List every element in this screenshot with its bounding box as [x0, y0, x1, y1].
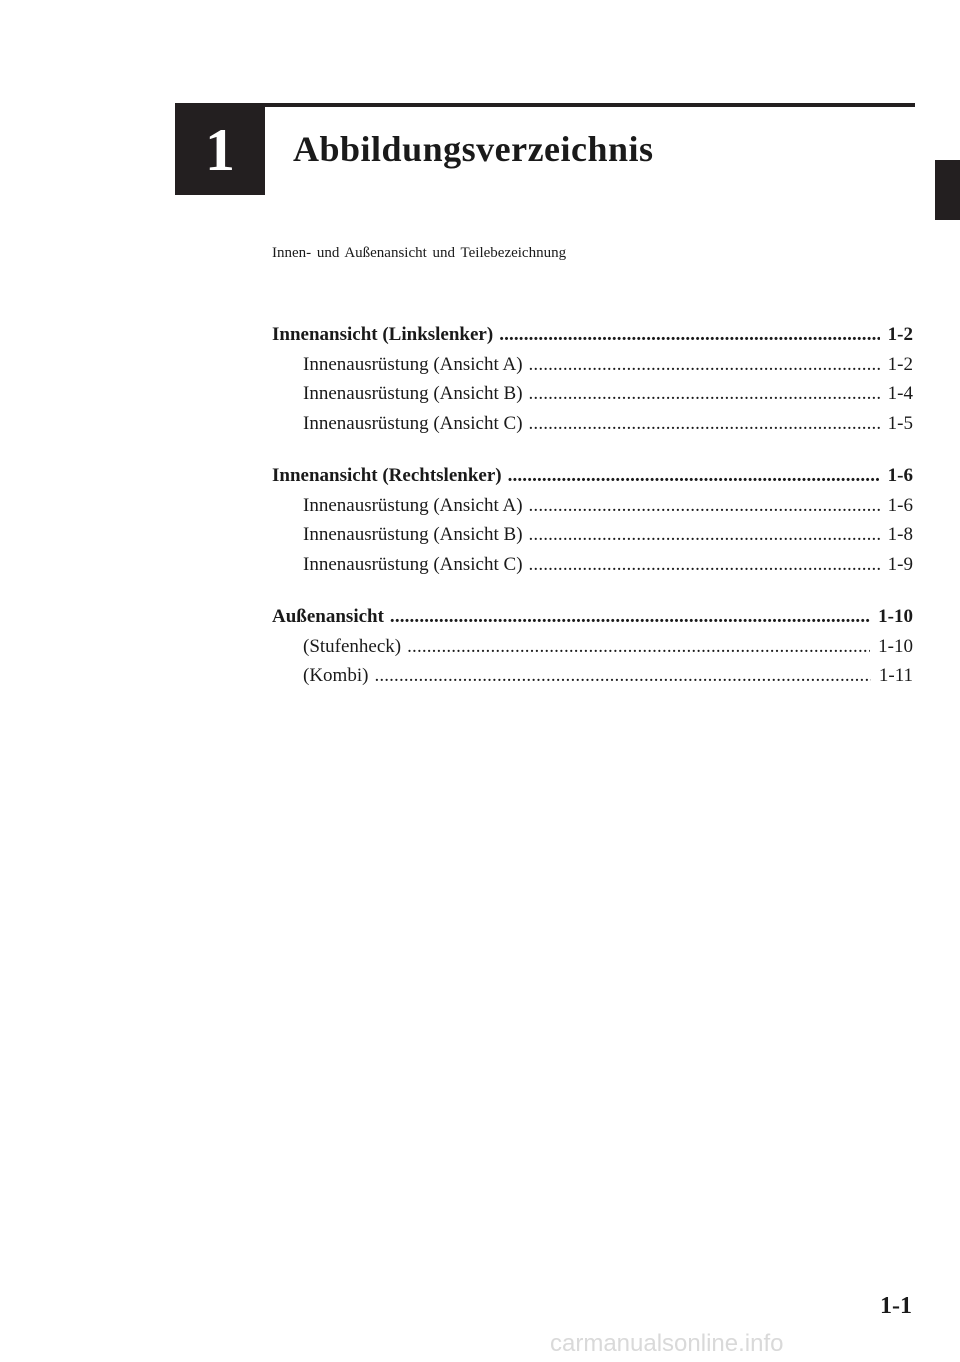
- toc-leader-dots: [529, 379, 880, 409]
- title-rule: [175, 103, 915, 107]
- toc-leader-dots: [499, 320, 879, 350]
- toc-main-entry[interactable]: [272, 320, 913, 350]
- toc-entry-page: 1-6: [887, 494, 913, 516]
- toc-entry-page: 1-8: [887, 524, 913, 545]
- toc-entry-label: Innenausrüstung (Ansicht A): [303, 494, 523, 516]
- chapter-title: Abbildungsverzeichnis: [293, 129, 654, 169]
- toc-sub-entry[interactable]: [272, 409, 913, 439]
- chapter-number: 1: [205, 116, 235, 183]
- toc-leader-dots: [529, 550, 880, 580]
- toc-leader-dots: [407, 632, 870, 662]
- toc-entry-label: Innenausrüstung (Ansicht B): [303, 383, 523, 404]
- toc-entry-page: 1-10: [878, 606, 913, 627]
- table-of-contents: [272, 320, 913, 714]
- toc-leader-dots: [374, 661, 870, 691]
- toc-leader-dots: [390, 602, 870, 632]
- toc-entry-page: 1-4: [887, 383, 913, 404]
- toc-entry-page: 1-10: [878, 635, 913, 657]
- toc-sub-entry[interactable]: [272, 350, 913, 380]
- chapter-subtitle: Innen- und Außenansicht und Teilebezeichnung: [272, 245, 567, 261]
- toc-leader-dots: [529, 520, 880, 550]
- toc-entry-page: 1-2: [887, 324, 913, 345]
- toc-entry-label: Innenausrüstung (Ansicht B): [303, 524, 523, 545]
- toc-sub-entry[interactable]: [272, 632, 913, 662]
- toc-sub-entry[interactable]: [272, 661, 913, 691]
- toc-entry-page: 1-5: [887, 412, 913, 434]
- toc-sub-entry[interactable]: [272, 379, 913, 409]
- toc-entry-page: 1-11: [878, 665, 913, 686]
- toc-group: [272, 602, 913, 691]
- page-number: 1-1: [880, 1293, 912, 1319]
- toc-entry-page: 1-9: [887, 553, 913, 575]
- toc-entry-label: Innenausrüstung (Ansicht C): [303, 412, 523, 434]
- chapter-number-box: [175, 105, 265, 195]
- watermark: carmanualsonline.info: [550, 1330, 784, 1357]
- toc-leader-dots: [529, 409, 880, 439]
- toc-entry-label: Innenausrüstung (Ansicht A): [303, 353, 523, 375]
- toc-main-entry[interactable]: [272, 461, 913, 491]
- toc-entry-page: 1-6: [887, 465, 913, 486]
- toc-sub-entry[interactable]: [272, 520, 913, 550]
- toc-group: [272, 320, 913, 438]
- toc-entry-label: Außenansicht: [272, 606, 384, 627]
- toc-entry-label: Innenausrüstung (Ansicht C): [303, 553, 523, 575]
- toc-leader-dots: [529, 350, 880, 380]
- toc-entry-page: 1-2: [887, 353, 913, 375]
- toc-leader-dots: [529, 491, 880, 521]
- toc-entry-label: Innenansicht (Linkslenker): [272, 324, 494, 345]
- toc-main-entry[interactable]: [272, 602, 913, 632]
- toc-group: [272, 461, 913, 579]
- toc-sub-entry[interactable]: [272, 550, 913, 580]
- toc-leader-dots: [508, 461, 880, 491]
- toc-entry-label: (Stufenheck): [303, 635, 402, 657]
- toc-entry-label: (Kombi): [303, 665, 369, 686]
- chapter-thumb-tab: [935, 160, 960, 220]
- toc-entry-label: Innenansicht (Rechtslenker): [272, 465, 502, 486]
- toc-sub-entry[interactable]: [272, 491, 913, 521]
